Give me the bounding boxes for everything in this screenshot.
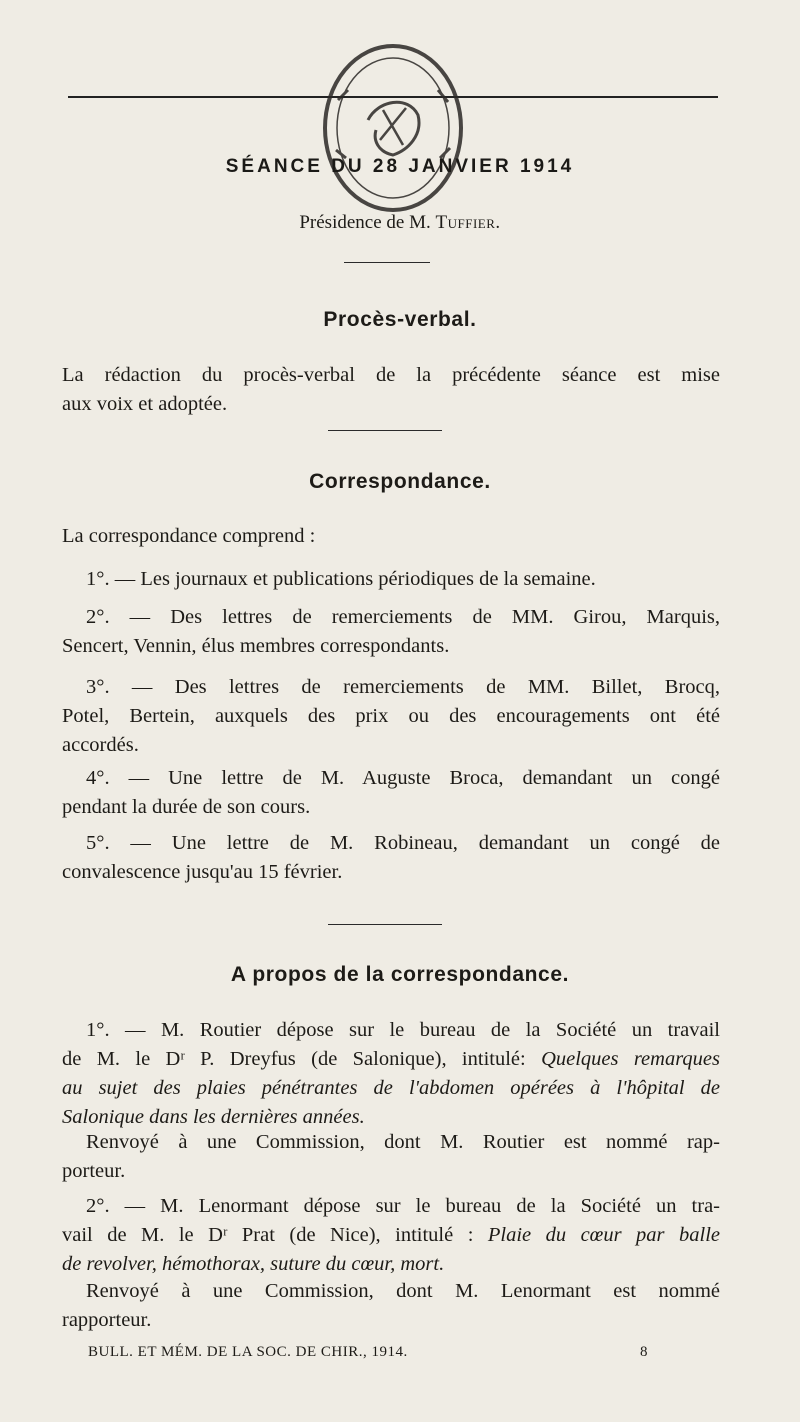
a-propos-item-1 [62, 1016, 720, 1132]
a-propos-renvoi-2 [62, 1277, 720, 1335]
title-italic: au sujet des plaies pénétrantes de l'abdomen opérées à l'hôpital de [62, 1077, 720, 1099]
text-line: La correspondance comprend : [62, 525, 316, 547]
text-line [62, 1045, 720, 1074]
president-name: Tuffier. [435, 212, 501, 233]
heading-correspondance: Correspondance. [309, 470, 491, 493]
text-line: 1°. — M. Routier dépose sur le bureau de la Société un travail [86, 1019, 720, 1041]
page-number: 8 [640, 1344, 648, 1360]
heading-proces-verbal: Procès-verbal. [323, 308, 477, 331]
text-line: La rédaction du procès-verbal de la précédente séance est mise [62, 364, 720, 386]
text-line: Sencert, Vennin, élus membres correspondants. [62, 635, 450, 657]
text-span: de M. le Dʳ P. Dreyfus (de Salonique), intitulé: [62, 1048, 542, 1070]
a-propos-renvoi-1 [62, 1128, 720, 1186]
presidence-prefix: Présidence de M. [299, 212, 431, 233]
text-line [62, 1221, 720, 1250]
a-propos-item-2 [62, 1192, 720, 1279]
text-line: 2°. — Des lettres de remerciements de MM. Girou, Marquis, [86, 606, 720, 628]
session-title: SÉANCE DU 28 JANVIER 1914 [225, 156, 575, 177]
presidence-line [0, 212, 800, 234]
correspondance-intro [62, 522, 720, 551]
proces-verbal-text [62, 361, 720, 419]
journal-reference: BULL. ET MÉM. DE LA SOC. DE CHIR., 1914. [88, 1344, 408, 1360]
text-line: pendant la durée de son cours. [62, 796, 311, 818]
text-line: 1°. — Les journaux et publications périodiques de la semaine. [86, 568, 596, 590]
heading-a-propos: A propos de la correspondance. [230, 963, 570, 986]
text-line: convalescence jusqu'au 15 février. [62, 861, 343, 883]
section-divider [344, 262, 430, 263]
title-italic: de revolver, hémothorax, suture du cœur, mort. [62, 1253, 445, 1275]
title-italic: Plaie du cœur par balle [487, 1224, 720, 1246]
library-stamp-icon [318, 40, 468, 215]
text-line: 3°. — Des lettres de remerciements de MM. Billet, Brocq, [86, 676, 720, 698]
section-divider [328, 430, 442, 431]
text-line: Potel, Bertein, auxquels des prix ou des encouragements ont été [62, 705, 720, 727]
text-line: Renvoyé à une Commission, dont M. Lenormant est nommé [86, 1280, 720, 1302]
text-span: vail de M. le Dʳ Prat (de Nice), intitulé : [62, 1224, 488, 1246]
text-line: accordés. [62, 734, 139, 756]
correspondance-item-4 [62, 764, 720, 822]
title-italic: Salonique dans les dernières années. [62, 1106, 365, 1128]
page-footer [88, 1344, 648, 1361]
section-divider [328, 924, 442, 925]
text-line: aux voix et adoptée. [62, 393, 228, 415]
correspondance-item-3 [62, 673, 720, 760]
text-line: 4°. — Une lettre de M. Auguste Broca, demandant un congé [86, 767, 720, 789]
text-line: Renvoyé à une Commission, dont M. Routier est nommé rap- [86, 1131, 720, 1153]
title-italic: Quelques remarques [541, 1048, 720, 1070]
text-line: 2°. — M. Lenormant dépose sur le bureau de la Société un tra- [86, 1195, 720, 1217]
correspondance-item-5 [62, 829, 720, 887]
text-line: rapporteur. [62, 1309, 152, 1331]
text-line: porteur. [62, 1160, 126, 1182]
correspondance-item-1 [62, 565, 720, 594]
correspondance-item-2 [62, 603, 720, 661]
text-line: 5°. — Une lettre de M. Robineau, demandant un congé de [86, 832, 720, 854]
